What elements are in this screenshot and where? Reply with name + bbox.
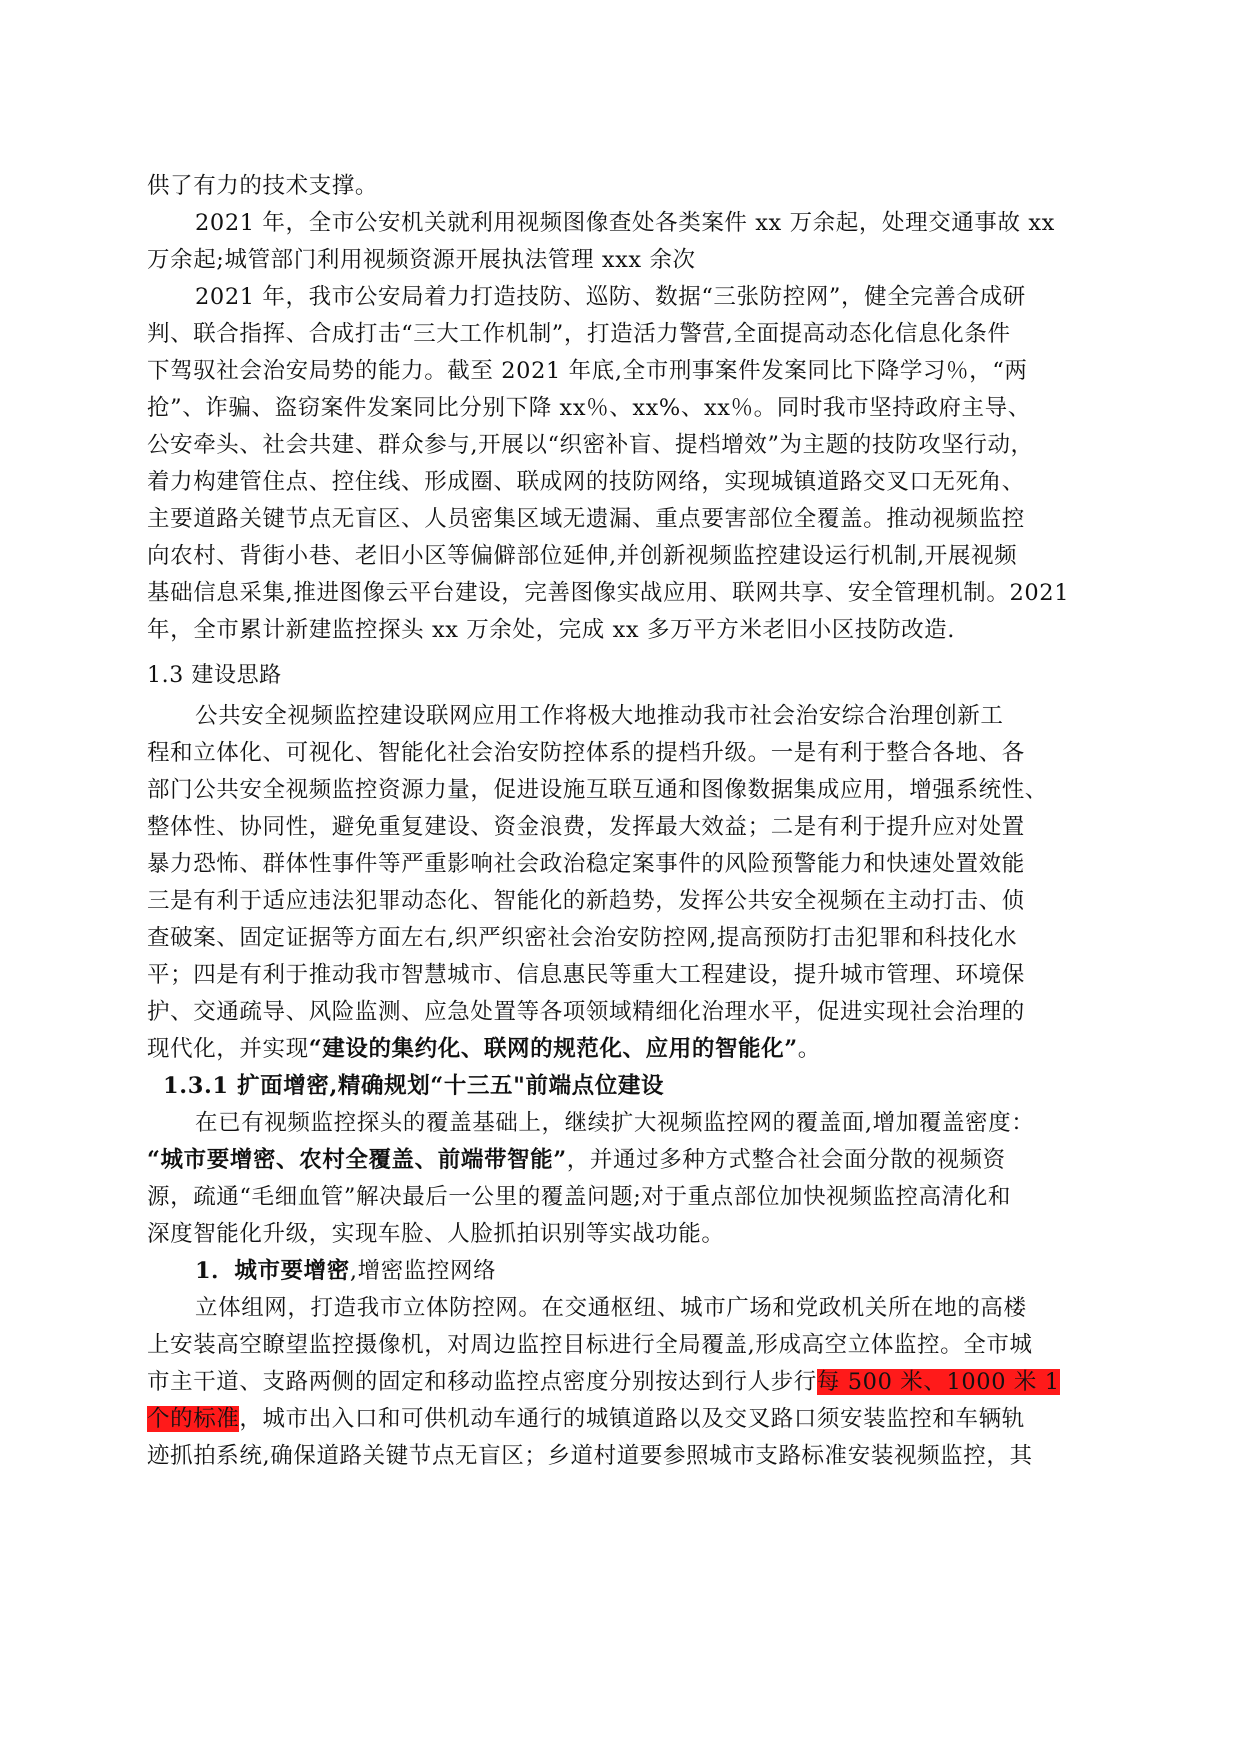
paragraph-line: 公共安全视频监控建设联网应用工作将极大地推动我市社会治安综合治理创新工 xyxy=(195,703,1004,729)
text-run: 。 xyxy=(797,1036,821,1062)
highlighted-text-run: 每 500 米、1000 米 1 xyxy=(816,1369,1060,1395)
bold-text-run: 1．城市要增密 xyxy=(195,1258,350,1284)
paragraph-line: 源，疏通“毛细血管”解决最后一公里的覆盖问题;对于重点部位加快视频监控高清化和 xyxy=(147,1184,1011,1210)
paragraph-line: 2021 年，全市公安机关就利用视频图像查处各类案件 xx 万余起，处理交通事故 xx xyxy=(195,210,1055,236)
section-heading-1-3-1: 1.3.1 扩面增密,精确规划“十三五"前端点位建设 xyxy=(163,1073,665,1099)
paragraph-line: 深度智能化升级，实现车脸、人脸抓拍识别等实战功能。 xyxy=(147,1221,725,1247)
text-run: ，并通过多种方式整合社会面分散的视频资 xyxy=(566,1147,1006,1173)
text-run: 现代化，并实现 xyxy=(147,1036,309,1062)
paragraph-line: 主要道路关键节点无盲区、人员密集区域无遗漏、重点要害部位全覆盖。推动视频监控 xyxy=(147,506,1025,532)
paragraph-line: 平；四是有利于推动我市智慧城市、信息惠民等重大工程建设，提升城市管理、环境保 xyxy=(147,962,1025,988)
paragraph-line: 部门公共安全视频监控资源力量，促进设施互联互通和图像数据集成应用，增强系统性、 xyxy=(147,777,1048,803)
paragraph-line: 基础信息采集,推进图像云平台建设，完善图像实战应用、联网共享、安全管理机制。2021 xyxy=(147,580,1070,606)
text-run: 市主干道、支路两侧的固定和移动监控点密度分别按达到行人步行 xyxy=(147,1369,817,1395)
paragraph-line: 整体性、协同性，避免重复建设、资金浪费，发挥最大效益；二是有利于提升应对处置 xyxy=(147,814,1025,840)
bold-text-run: “建设的集约化、联网的规范化、应用的智能化” xyxy=(308,1036,798,1062)
paragraph-line: 判、联合指挥、合成打击“三大工作机制”，打造活力警营,全面提高动态化信息化条件 xyxy=(147,321,1011,347)
paragraph-line: 三是有利于适应违法犯罪动态化、智能化的新趋势，发挥公共安全视频在主动打击、侦 xyxy=(147,888,1025,914)
paragraph-line xyxy=(147,1364,1097,1401)
section-heading-1-3: 1.3 建设思路 xyxy=(147,663,282,688)
paragraph-line: 下驾驭社会治安局势的能力。截至 2021 年底,全市刑事案件发案同比下降学习％，“两 xyxy=(147,358,1028,384)
highlighted-text-run: 个的标准 xyxy=(147,1406,240,1432)
bold-text-run: “城市要增密、农村全覆盖、前端带智能” xyxy=(147,1147,567,1173)
paragraph-line: 立体组网，打造我市立体防控网。在交通枢纽、城市广场和党政机关所在地的高楼 xyxy=(195,1295,1027,1321)
paragraph-line: 迹抓拍系统,确保道路关键节点无盲区；乡道村道要参照城市支路标准安装视频监控，其 xyxy=(147,1443,1033,1469)
paragraph-line: 2021 年，我市公安局着力打造技防、巡防、数据“三张防控网”，健全完善合成研 xyxy=(195,284,1026,310)
subsection-heading-1 xyxy=(147,1253,1097,1290)
document-page xyxy=(147,168,1097,1475)
paragraph-line: 向农村、背街小巷、老旧小区等偏僻部位延伸,并创新视频监控建设运行机制,开展视频 xyxy=(147,543,1018,569)
paragraph-line: 抢”、诈骗、盗窃案件发案同比分别下降 xx％、xx%、xx％。同时我市坚持政府主导、 xyxy=(147,395,1031,421)
paragraph-line: 万余起;城管部门利用视频资源开展执法管理 xxx 余次 xyxy=(147,247,696,273)
paragraph-line: 年，全市累计新建监控探头 xx 万余处，完成 xx 多万平方米老旧小区技防改造. xyxy=(147,617,956,643)
paragraph-line: 公安牵头、社会共建、群众参与,开展以“织密补盲、提档增效”为主题的技防攻坚行动， xyxy=(147,432,1034,458)
paragraph-line xyxy=(147,1031,1097,1068)
paragraph-line: 查破案、固定证据等方面左右,织严织密社会治安防控网,提高预防打击犯罪和科技化水 xyxy=(147,925,1018,951)
paragraph-line: 供了有力的技术支撑。 xyxy=(147,173,379,199)
paragraph-line: 程和立体化、可视化、智能化社会治安防控体系的提档升级。一是有利于整合各地、各 xyxy=(147,740,1025,766)
text-run: ，城市出入口和可供机动车通行的城镇道路以及交叉路口须安装监控和车辆轨 xyxy=(239,1406,1025,1432)
paragraph-line: 在已有视频监控探头的覆盖基础上，继续扩大视频监控网的覆盖面,增加覆盖密度： xyxy=(195,1110,1035,1136)
text-run: ,增密监控网络 xyxy=(349,1258,497,1284)
paragraph-line: 着力构建管住点、控住线、形成圈、联成网的技防网络，实现城镇道路交叉口无死角、 xyxy=(147,469,1025,495)
paragraph-line xyxy=(147,1401,1097,1438)
paragraph-line: 上安装高空瞭望监控摄像机，对周边监控目标进行全局覆盖,形成高空立体监控。全市城 xyxy=(147,1332,1033,1358)
paragraph-line xyxy=(147,1142,1097,1179)
paragraph-line: 护、交通疏导、风险监测、应急处置等各项领域精细化治理水平，促进实现社会治理的 xyxy=(147,999,1025,1025)
paragraph-line: 暴力恐怖、群体性事件等严重影响社会政治稳定案事件的风险预警能力和快速处置效能 xyxy=(147,851,1025,877)
